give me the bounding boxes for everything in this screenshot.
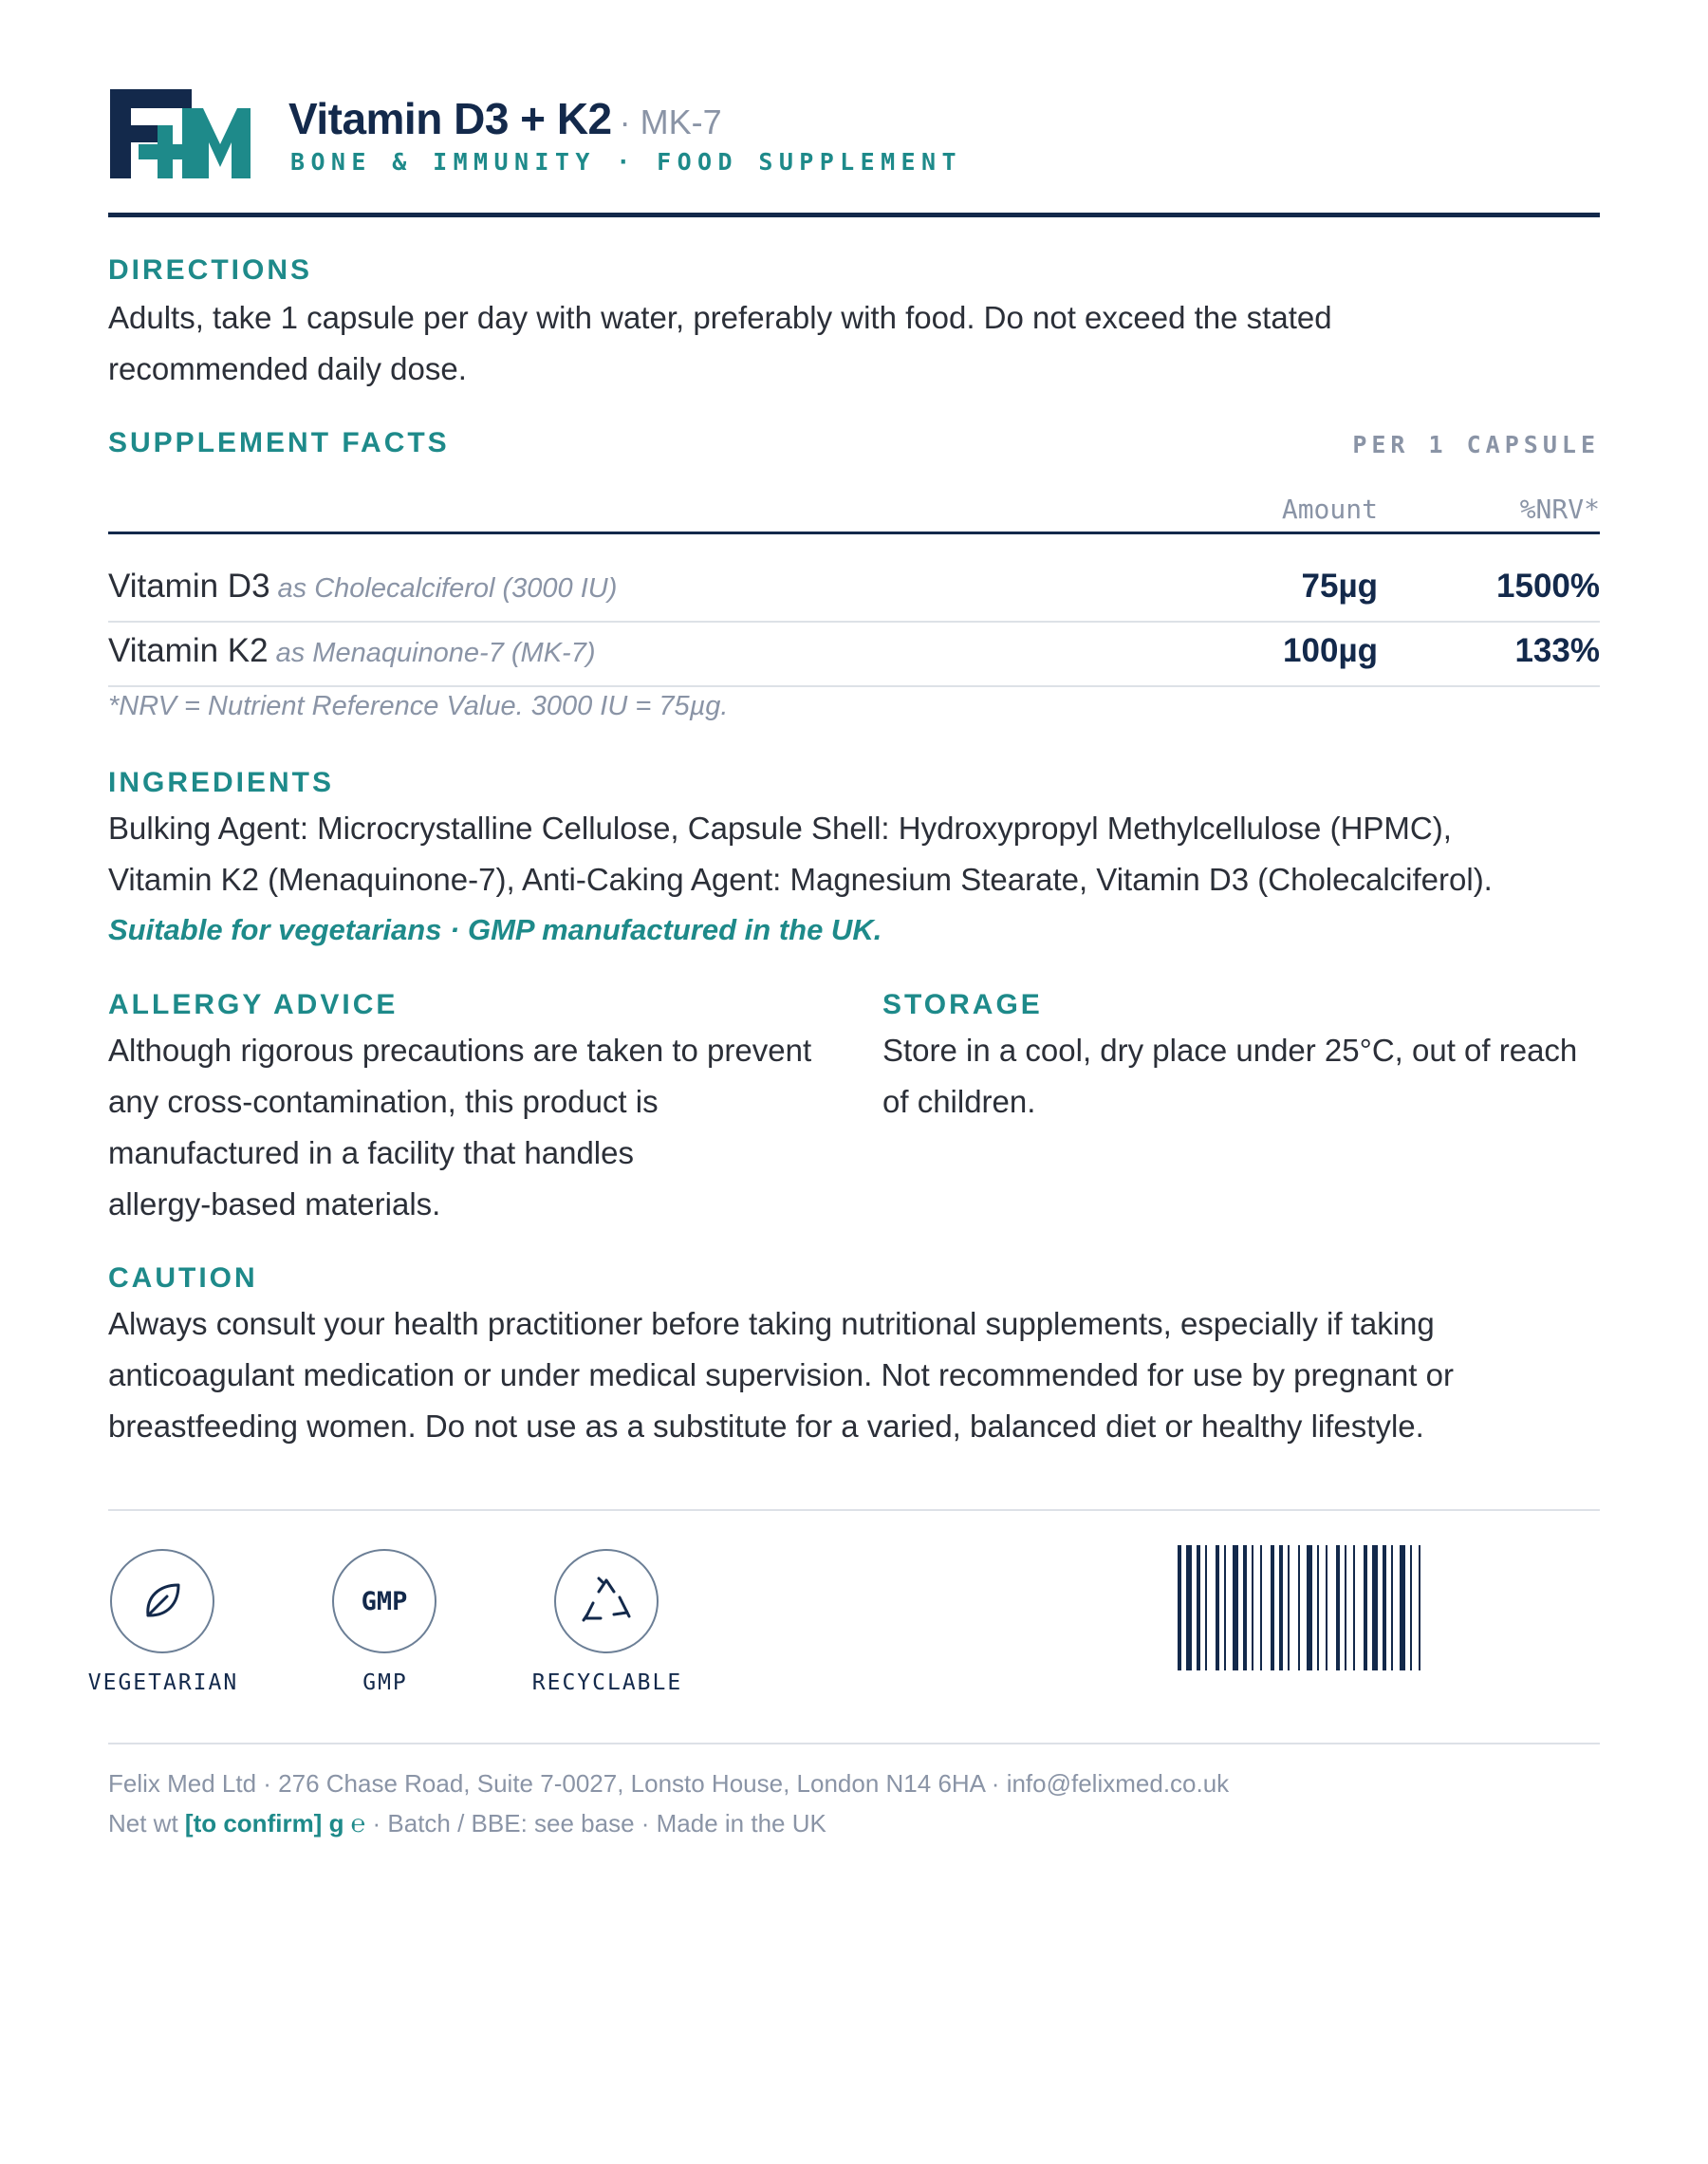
batch-info: · Batch / BBE: see base · Made in the UK xyxy=(365,1809,826,1838)
product-title-row xyxy=(288,93,722,144)
ingredients-note: Suitable for vegetarians · GMP manufactured in the UK. xyxy=(108,913,882,946)
barcode-bar xyxy=(1279,1545,1283,1670)
barcode-bar xyxy=(1336,1545,1340,1670)
facts-row-vitamin-d3 xyxy=(108,558,1600,623)
badge-vegetarian xyxy=(68,1549,258,1710)
badge-gmp xyxy=(290,1549,480,1710)
nutrient-name xyxy=(108,632,596,670)
product-tagline: BONE & IMMUNITY · FOOD SUPPLEMENT xyxy=(290,148,962,176)
ingredients-line-1: Bulking Agent: Microcrystalline Cellulose, Capsule Shell: Hydroxypropyl Methylcellulose (HPMC), xyxy=(108,811,1452,846)
badge-label: RECYCLABLE xyxy=(531,1670,683,1695)
barcode-bar xyxy=(1410,1545,1412,1670)
barcode-bar xyxy=(1364,1545,1367,1670)
nutrient-label: Vitamin K2 xyxy=(108,632,269,669)
storage-line-2: of children. xyxy=(882,1084,1036,1119)
nutrient-nrv: 1500% xyxy=(1496,568,1600,605)
barcode-bar xyxy=(1419,1545,1420,1670)
barcode-bar xyxy=(1178,1545,1181,1670)
barcode-bar xyxy=(1233,1545,1238,1670)
leaf-icon xyxy=(139,1577,186,1625)
barcode-bar xyxy=(1400,1545,1405,1670)
barcode-bar xyxy=(1353,1545,1355,1670)
nutrient-amount: 75µg xyxy=(1301,568,1378,605)
serving-size: PER 1 CAPSULE xyxy=(1352,431,1600,458)
barcode-bar xyxy=(1224,1545,1226,1670)
brand-logo xyxy=(108,87,251,182)
barcode-bar xyxy=(1197,1545,1200,1670)
nrv-footnote: *NRV = Nutrient Reference Value. 3000 IU = 75µg. xyxy=(108,691,729,721)
supplement-facts-heading: SUPPLEMENT FACTS xyxy=(108,427,450,458)
allergy-line-1: Although rigorous precautions are taken to prevent xyxy=(108,1033,812,1068)
allergy-heading: ALLERGY ADVICE xyxy=(108,989,399,1020)
nutrient-label: Vitamin D3 xyxy=(108,568,270,605)
badge-label: GMP xyxy=(362,1670,408,1695)
net-weight-prefix: Net wt xyxy=(108,1809,185,1838)
barcode-bar xyxy=(1372,1545,1378,1670)
caution-line-1: Always consult your health practitioner before taking nutritional supplements, especially if taking xyxy=(108,1306,1435,1341)
barcode-bar xyxy=(1216,1545,1219,1670)
allergy-line-3: manufactured in a facility that handles xyxy=(108,1135,634,1170)
barcode-bar xyxy=(1307,1545,1312,1670)
directions-line-1: Adults, take 1 capsule per day with water, preferably with food. Do not exceed the stated xyxy=(108,300,1332,335)
nrv-column-header: %NRV* xyxy=(1519,494,1600,525)
allergy-line-2: any cross-contamination, this product is xyxy=(108,1084,659,1119)
barcode-bar xyxy=(1271,1545,1274,1670)
company-address: Felix Med Ltd · 276 Chase Road, Suite 7-0027, Lonsto House, London N14 6HA · info@felixmed.co.uk xyxy=(108,1769,1230,1798)
allergy-line-4: allergy-based materials. xyxy=(108,1186,441,1222)
directions-line-2: recommended daily dose. xyxy=(108,351,467,386)
facts-row-vitamin-k2 xyxy=(108,623,1600,687)
amount-column-header: Amount xyxy=(1281,494,1378,525)
barcode-bar xyxy=(1298,1545,1300,1670)
ingredients-line-2: Vitamin K2 (Menaquinone-7), Anti-Caking Agent: Magnesium Stearate, Vitamin D3 (Cholecalciferol). xyxy=(108,862,1493,897)
badge-ring xyxy=(110,1549,214,1653)
caution-heading: CAUTION xyxy=(108,1262,258,1294)
storage-line-1: Store in a cool, dry place under 25°C, out of reach xyxy=(882,1033,1578,1068)
badge-ring xyxy=(332,1549,436,1653)
nutrient-source: as Cholecalciferol (3000 IU) xyxy=(277,573,618,604)
barcode-bar xyxy=(1288,1545,1290,1670)
badge-ring xyxy=(554,1549,659,1653)
badge-recyclable xyxy=(512,1549,702,1710)
net-weight-value: [to confirm] g ℮ xyxy=(184,1809,366,1838)
barcode-bar xyxy=(1383,1545,1386,1670)
nutrient-nrv: 133% xyxy=(1514,632,1600,669)
barcode-bar xyxy=(1243,1545,1247,1670)
product-subtitle: · MK-7 xyxy=(619,103,722,141)
header-divider xyxy=(108,213,1600,217)
badges-divider xyxy=(108,1509,1600,1511)
barcode-bar xyxy=(1186,1545,1192,1670)
facts-table-divider xyxy=(108,532,1600,534)
barcode-bar xyxy=(1252,1545,1253,1670)
recycle-icon xyxy=(580,1576,633,1626)
barcode xyxy=(1178,1545,1600,1670)
product-title: Vitamin D3 + K2 xyxy=(288,94,612,143)
storage-heading: STORAGE xyxy=(882,989,1043,1020)
caution-line-3: breastfeeding women. Do not use as a substitute for a varied, balanced diet or healthy lifestyle. xyxy=(108,1408,1424,1444)
barcode-bar xyxy=(1326,1545,1327,1670)
barcode-bar xyxy=(1391,1545,1393,1670)
nutrient-name xyxy=(108,568,617,606)
caution-line-2: anticoagulant medication or under medical supervision. Not recommended for use by pregnant or xyxy=(108,1357,1454,1392)
ingredients-heading: INGREDIENTS xyxy=(108,767,335,798)
barcode-bar xyxy=(1345,1545,1346,1670)
barcode-bar xyxy=(1260,1545,1262,1670)
barcode-bar xyxy=(1205,1545,1207,1670)
label-header xyxy=(108,87,1600,182)
barcode-bar xyxy=(1317,1545,1319,1670)
gmp-icon: GMP xyxy=(361,1586,408,1616)
imprint-divider xyxy=(108,1743,1600,1744)
nutrient-source: as Menaquinone-7 (MK-7) xyxy=(275,638,596,668)
directions-heading: DIRECTIONS xyxy=(108,254,313,286)
badge-label: VEGETARIAN xyxy=(87,1670,239,1695)
nutrient-amount: 100µg xyxy=(1283,632,1378,669)
net-weight-line xyxy=(108,1809,826,1838)
